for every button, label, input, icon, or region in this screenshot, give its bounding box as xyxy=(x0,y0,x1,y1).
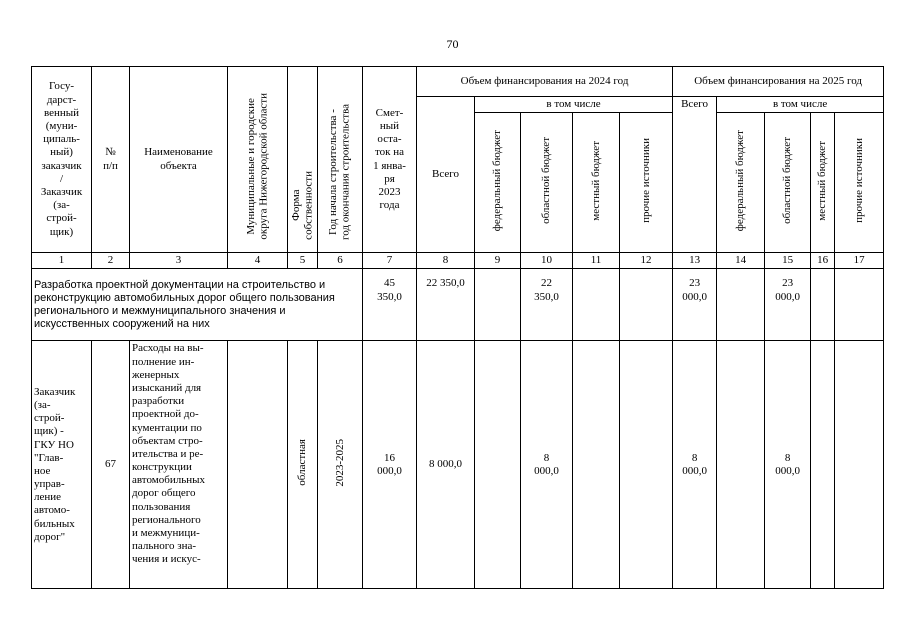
header-total-2025: Всего xyxy=(673,97,717,253)
column-number: 5 xyxy=(288,253,318,269)
regional-2025: 23 000,0 xyxy=(765,269,811,341)
local-2024 xyxy=(573,341,620,589)
customer: Заказчик (за- строй- щик) - ГКУ НО "Глав- ное управ- ление автомо- бильных дорог" xyxy=(32,341,92,589)
header-local-2025: местный бюджет xyxy=(816,140,829,221)
header-object-name: Наименование объекта xyxy=(130,67,228,253)
financing-table xyxy=(31,66,884,589)
object-name: Расходы на вы- полнение ин- женерных изысканий для разработки проектной до- кументации по объектам стро- ительства и ре- конструкции автомобильных дорог общего пользования регионального и межмуници- пального зна- чения и искус- xyxy=(130,341,228,589)
local-2025 xyxy=(811,269,835,341)
column-number: 12 xyxy=(620,253,673,269)
federal-2025 xyxy=(717,269,765,341)
header-other-2025-cell xyxy=(835,113,884,253)
total-2024: 22 350,0 xyxy=(417,269,475,341)
total-2024: 8 000,0 xyxy=(417,341,475,589)
header-fin-2024: Объем финансирования на 2024 год xyxy=(417,67,673,97)
header-total-2024: Всего xyxy=(417,97,475,253)
total-2025: 23 000,0 xyxy=(673,269,717,341)
header-regional-2024: областной бюджет xyxy=(540,137,553,225)
header-other-2024: прочие источники xyxy=(639,138,652,224)
total-2025: 8 000,0 xyxy=(673,341,717,589)
federal-2024 xyxy=(475,269,521,341)
table-row xyxy=(32,269,884,341)
other-2024 xyxy=(620,341,673,589)
column-number: 16 xyxy=(811,253,835,269)
header-municipality-cell xyxy=(228,67,288,253)
header-federal-2024: федеральный бюджет xyxy=(491,129,504,232)
header-other-2024-cell xyxy=(620,113,673,253)
column-number: 10 xyxy=(521,253,573,269)
other-2025 xyxy=(835,269,884,341)
ownership: областная xyxy=(296,439,309,487)
header-incl-2024: в том числе xyxy=(475,97,673,113)
column-number: 2 xyxy=(92,253,130,269)
estimate-balance: 45 350,0 xyxy=(363,269,417,341)
regional-2025: 8 000,0 xyxy=(765,341,811,589)
table-row xyxy=(32,341,884,589)
column-number: 9 xyxy=(475,253,521,269)
regional-2024: 8 000,0 xyxy=(521,341,573,589)
header-fin-2025: Объем финансирования на 2025 год xyxy=(673,67,884,97)
header-other-2025: прочие источники xyxy=(852,138,865,224)
page-number: 70 xyxy=(446,37,459,51)
header-local-2024-cell xyxy=(573,113,620,253)
local-2025 xyxy=(811,341,835,589)
header-years-cell xyxy=(318,67,363,253)
column-number: 1 xyxy=(32,253,92,269)
header-federal-2025: федеральный бюджет xyxy=(734,129,747,232)
other-2024 xyxy=(620,269,673,341)
column-number: 14 xyxy=(717,253,765,269)
column-number: 3 xyxy=(130,253,228,269)
other-2025 xyxy=(835,341,884,589)
regional-2024: 22 350,0 xyxy=(521,269,573,341)
header-estimate: Смет- ный оста- ток на 1 янва- ря 2023 года xyxy=(363,67,417,253)
header-ownership-cell xyxy=(288,67,318,253)
column-number: 13 xyxy=(673,253,717,269)
column-number: 7 xyxy=(363,253,417,269)
column-number: 4 xyxy=(228,253,288,269)
header-federal-2024-cell xyxy=(475,113,521,253)
local-2024 xyxy=(573,269,620,341)
header-incl-2025: в том числе xyxy=(717,97,884,113)
column-number: 15 xyxy=(765,253,811,269)
header-customer: Госу- дарст- венный (муни- ципаль- ный) заказчик / Заказчик (за- строй- щик) xyxy=(32,67,92,253)
header-regional-2024-cell xyxy=(521,113,573,253)
column-number: 8 xyxy=(417,253,475,269)
section-title: Разработка проектной документации на строительство и реконструкцию автомобильных дорог общего пользования регионального и межмуниципального значения и искусственных сооружений на них xyxy=(32,269,363,341)
federal-2024 xyxy=(475,341,521,589)
column-number: 17 xyxy=(835,253,884,269)
column-number: 11 xyxy=(573,253,620,269)
header-number: № п/п xyxy=(92,67,130,253)
municipality xyxy=(228,341,288,589)
estimate-balance: 16 000,0 xyxy=(363,341,417,589)
construction-years: 2023-2025 xyxy=(333,438,346,487)
column-number-row xyxy=(32,253,884,269)
column-number: 6 xyxy=(318,253,363,269)
header-municipality: Муниципальные и городские округа Нижегородской области xyxy=(244,93,270,240)
header-ownership: Форма собственности xyxy=(290,171,315,240)
header-years: Год начала строительства - год окончания строительства xyxy=(327,104,352,240)
federal-2025 xyxy=(717,341,765,589)
header-federal-2025-cell xyxy=(717,113,765,253)
header-local-2025-cell xyxy=(811,113,835,253)
header-local-2024: местный бюджет xyxy=(589,140,602,221)
header-regional-2025: областной бюджет xyxy=(781,137,794,225)
header-regional-2025-cell xyxy=(765,113,811,253)
years-cell xyxy=(318,341,363,589)
row-number: 67 xyxy=(92,341,130,589)
ownership-cell xyxy=(288,341,318,589)
